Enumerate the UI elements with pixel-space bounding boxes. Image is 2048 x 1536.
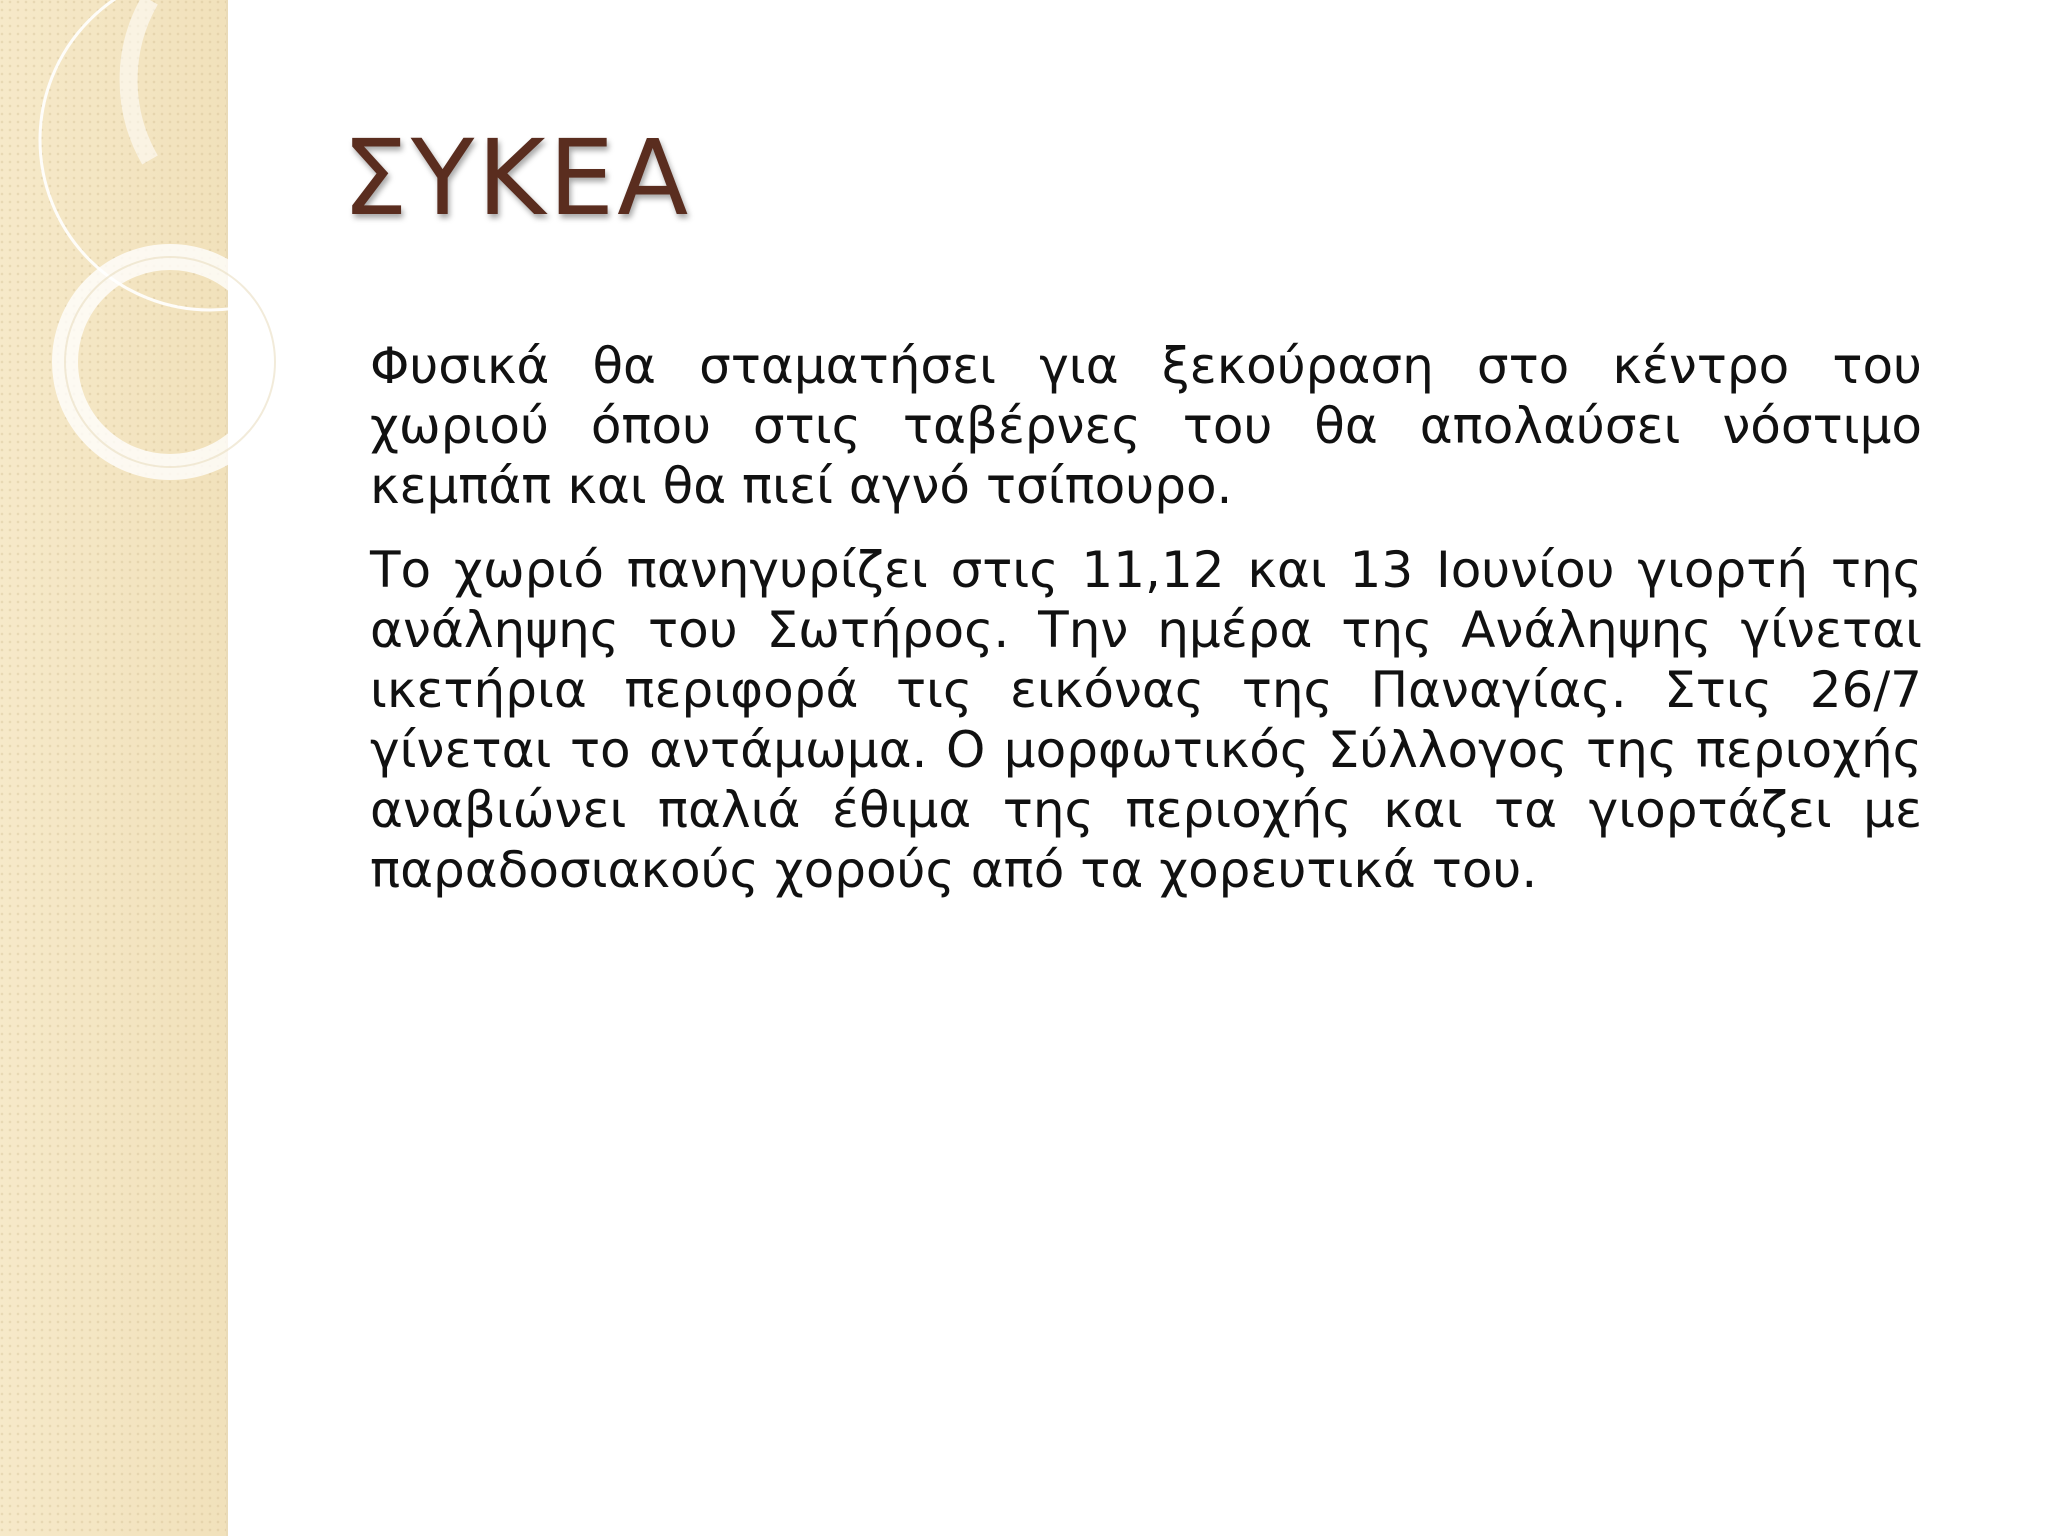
paragraph-2: Το χωριό πανηγυρίζει στις 11,12 και 13 Ιουνίου γιορτή της ανάληψης του Σωτήρος. Την ημέρα της Ανάληψης γίνεται ικετήρια περιφορά τις εικόνας της Παναγίας. Στις 26/7 γίνεται το αντάμωμα. Ο μορφωτικός Σύλλογος της περιοχής αναβιώνει παλιά έθιμα της περιοχής και τα γιορτάζει με παραδοσιακούς χορούς από τα χορευτικά του. [370,541,1922,899]
decorative-side-band [0,0,228,1536]
slide-body [370,336,1922,924]
slide-title: ΣΥΚΕΑ [342,117,692,239]
paragraph-1: Φυσικά θα σταματήσει για ξεκούραση στο κέντρο του χωριού όπου στις ταβέρνες του θα απολαύσει νόστιμο κεμπάπ και θα πιεί αγνό τσίπουρο. [370,337,1922,515]
